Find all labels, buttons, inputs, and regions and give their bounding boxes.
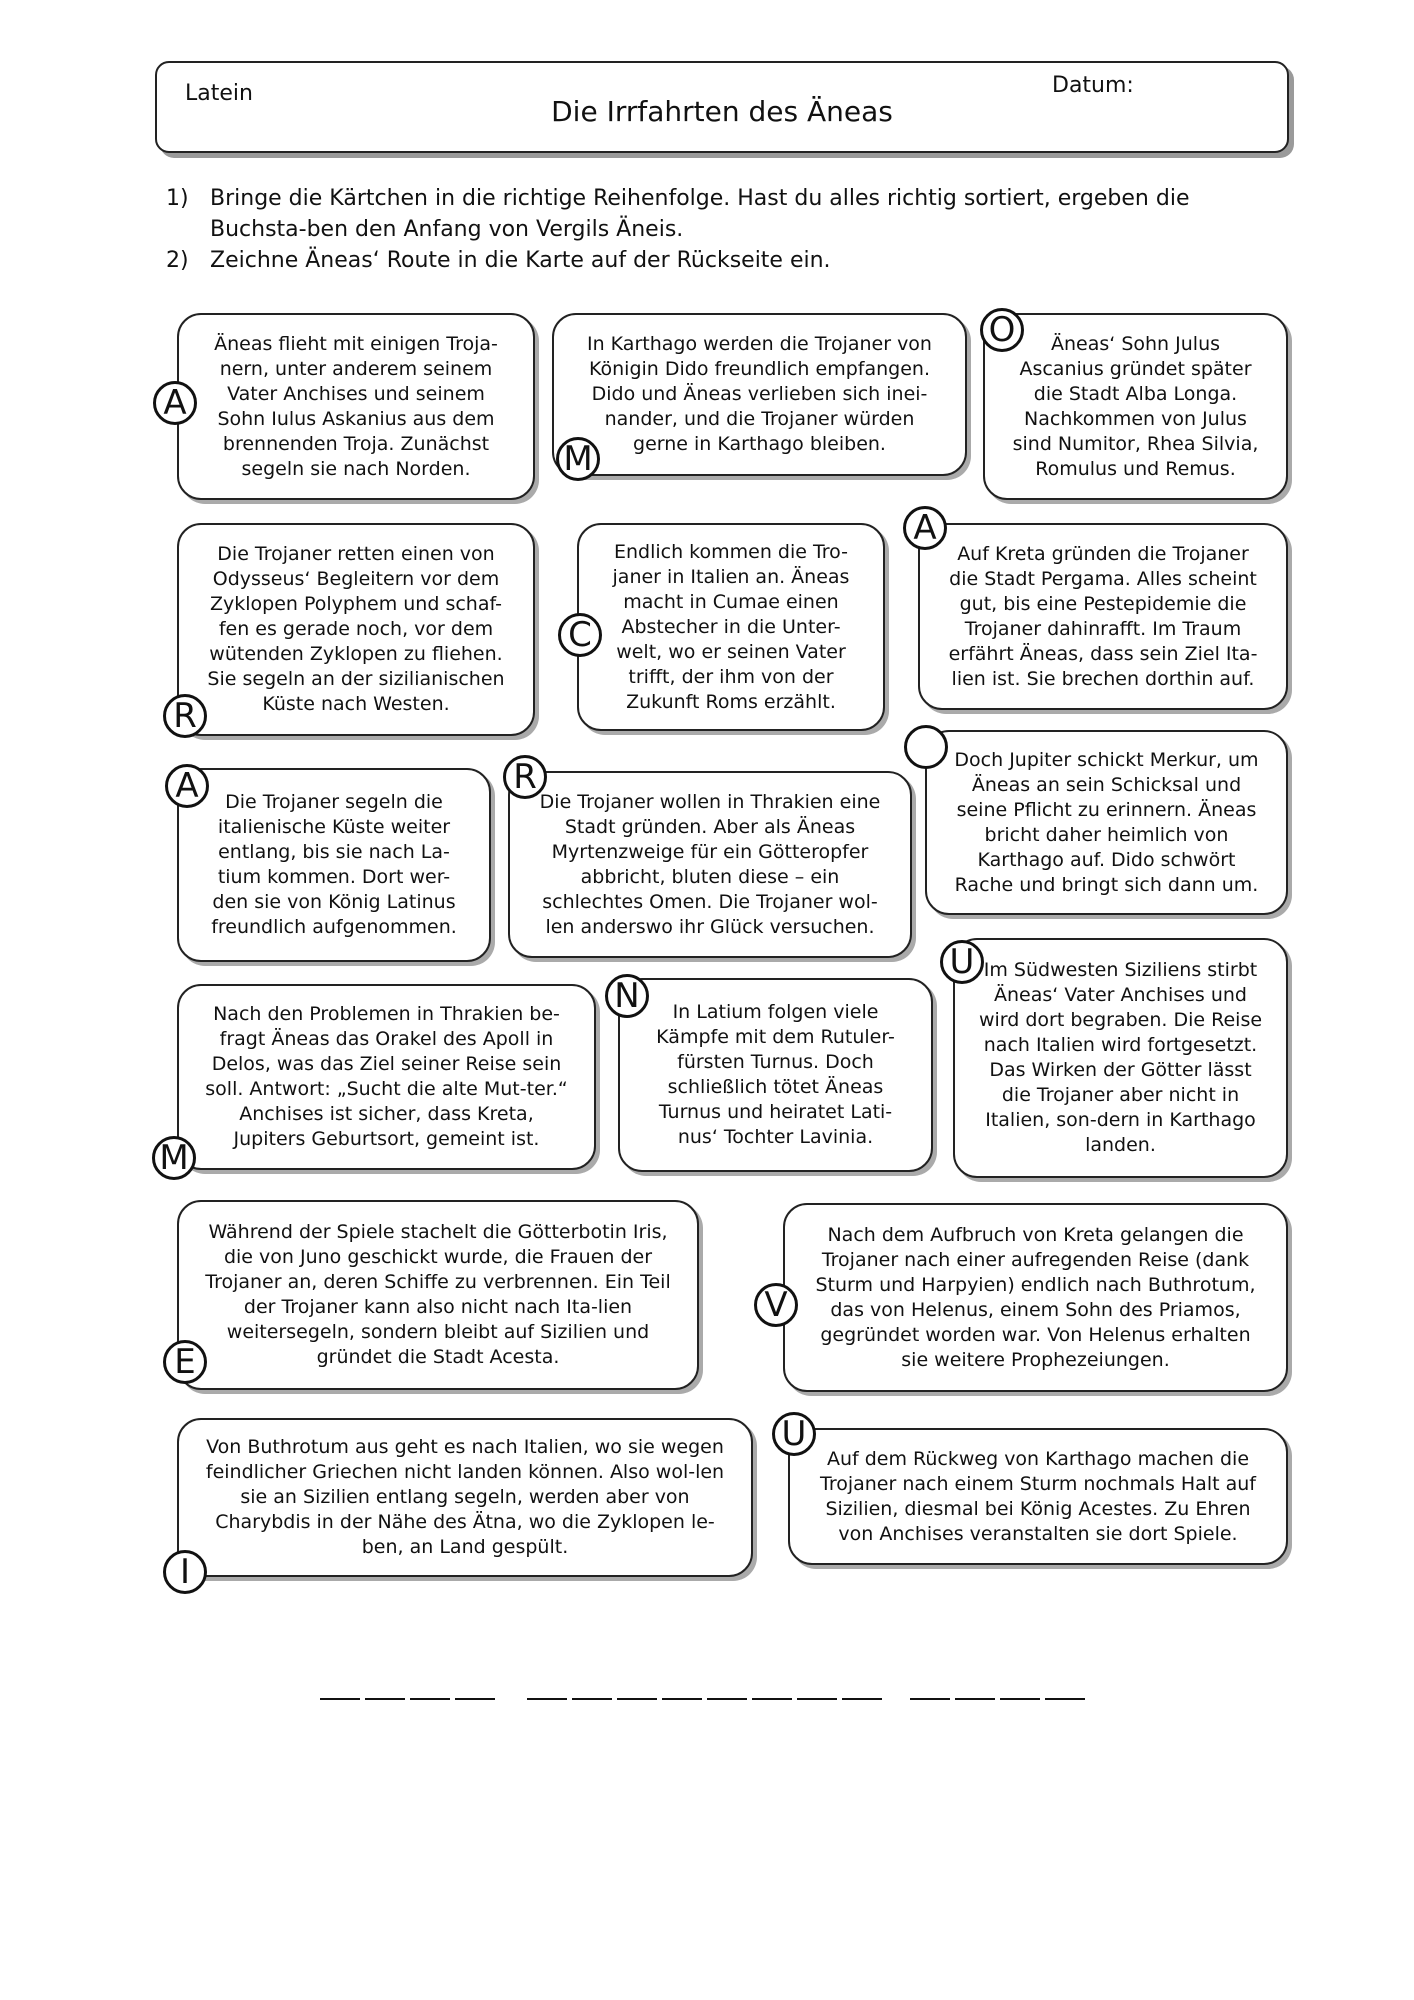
story-card[interactable] — [177, 1200, 699, 1390]
story-card[interactable] — [177, 984, 596, 1170]
card-letter-badge: A — [903, 506, 947, 550]
task-text: Zeichne Äneas‘ Route in die Karte auf der Rückseite ein. — [210, 248, 831, 273]
card-letter-badge: R — [503, 755, 547, 799]
story-card[interactable] — [177, 313, 535, 500]
date-label: Datum: — [1052, 73, 1134, 98]
subject-label: Latein — [185, 81, 253, 106]
page-title: Die Irrfahrten des Äneas — [551, 95, 893, 128]
card-text: Nach den Problemen in Thrakien be-fragt Äneas das Orakel des Apoll in Delos, was das Ziel seiner Reise sein soll. Antwort: „Sucht die alte Mut-ter.“ Anchises ist sicher, dass Kreta, Jupiters Geburtsort, gemeint ist. — [205, 1003, 568, 1150]
worksheet-header — [155, 61, 1289, 153]
card-text: Auf dem Rückweg von Karthago machen die Trojaner nach einem Sturm nochmals Halt auf Sizilien, diesmal bei König Acestes. Zu Ehren von Anchises veranstalten sie dort Spiele. — [820, 1447, 1256, 1545]
card-letter-badge: R — [163, 694, 207, 738]
story-card[interactable] — [177, 768, 491, 962]
card-text: Doch Jupiter schickt Merkur, um Äneas an sein Schicksal und seine Pflicht zu erinnern. Äneas bricht daher heimlich von Karthago auf. Dido schwört Rache und bringt sich dann um. — [954, 748, 1259, 896]
answer-blank[interactable] — [955, 1670, 995, 1700]
answer-blank[interactable] — [707, 1670, 747, 1700]
answer-blank[interactable] — [797, 1670, 837, 1700]
card-letter-badge: O — [980, 308, 1024, 352]
story-card[interactable] — [925, 730, 1288, 915]
card-text: Nach dem Aufbruch von Kreta gelangen die Trojaner nach einer aufregenden Reise (dank Sturm und Harpyien) endlich nach Buthrotum, das von Helenus, einem Sohn des Priamos, gegründet worden war. Von Helenus erhalten sie weitere Prophezeiungen. — [815, 1223, 1256, 1371]
card-text: In Latium folgen viele Kämpfe mit dem Rutuler-fürsten Turnus. Doch schließlich tötet Äneas Turnus und heiratet Lati-nus‘ Tochter Lavinia. — [656, 1001, 895, 1148]
card-text: Äneas flieht mit einigen Troja-nern, unter anderem seinem Vater Anchises und seinem Sohn Iulus Askanius aus dem brennenden Troja. Zunächst segeln sie nach Norden. — [214, 332, 498, 480]
story-card[interactable] — [177, 523, 535, 736]
card-text: Im Südwesten Siziliens stirbt Äneas‘ Vater Anchises und wird dort begraben. Die Reise nach Italien wird fortgesetzt. Das Wirken der Götter lässt die Trojaner aber nicht in Italien, son-dern in Karthago landen. — [978, 959, 1263, 1156]
task-list — [166, 183, 1276, 276]
card-text: Die Trojaner segeln die italienische Küste weiter entlang, bis sie nach La-tium kommen. Dort wer-den sie von König Latinus freundlich aufgenommen. — [211, 791, 457, 938]
card-letter-badge — [904, 725, 948, 769]
card-letter-badge: E — [163, 1340, 207, 1384]
answer-word-1[interactable] — [320, 1670, 500, 1700]
card-letter-badge: M — [556, 437, 600, 481]
task-number: 2) — [166, 248, 189, 273]
answer-blank[interactable] — [617, 1670, 657, 1700]
story-card[interactable] — [783, 1203, 1288, 1392]
story-card[interactable] — [177, 1418, 753, 1577]
story-card[interactable] — [953, 938, 1288, 1178]
card-letter-badge: U — [772, 1412, 816, 1456]
answer-blank[interactable] — [320, 1670, 360, 1700]
card-letter-badge: A — [165, 764, 209, 808]
answer-word-3[interactable] — [910, 1670, 1090, 1700]
answer-blank[interactable] — [455, 1670, 495, 1700]
card-letter-badge: N — [605, 974, 649, 1018]
story-card[interactable] — [918, 523, 1288, 710]
story-card[interactable] — [618, 978, 933, 1172]
answer-blank[interactable] — [662, 1670, 702, 1700]
card-text: In Karthago werden die Trojaner von Königin Dido freundlich empfangen. Dido und Äneas verlieben sich inei-nander, und die Trojaner würden gerne in Karthago bleiben. — [587, 333, 932, 455]
answer-blank[interactable] — [842, 1670, 882, 1700]
answer-blank[interactable] — [910, 1670, 950, 1700]
answer-blank[interactable] — [752, 1670, 792, 1700]
answer-blank[interactable] — [527, 1670, 567, 1700]
story-card[interactable] — [552, 313, 967, 476]
answer-blank[interactable] — [410, 1670, 450, 1700]
answer-blank[interactable] — [572, 1670, 612, 1700]
card-letter-badge: A — [153, 381, 197, 425]
card-text: Endlich kommen die Tro-janer in Italien an. Äneas macht in Cumae einen Abstecher in die Unter-welt, wo er seinen Vater trifft, der ihm von der Zukunft Roms erzählt. — [612, 540, 850, 713]
answer-blank[interactable] — [1045, 1670, 1085, 1700]
card-text: Die Trojaner wollen in Thrakien eine Stadt gründen. Aber als Äneas Myrtenzweige für ein Götteropfer abbricht, bluten diese – ein schlechtes Omen. Die Trojaner wol-len anderswo ihr Glück versuchen. — [539, 790, 881, 938]
card-text: Von Buthrotum aus geht es nach Italien, wo sie wegen feindlicher Griechen nicht landen können. Also wol-len sie an Sizilien entlang segeln, werden aber von Charybdis in der Nähe des Ätna, wo die Zyklopen le-ben, an Land gespült. — [205, 1436, 725, 1558]
card-letter-badge: V — [754, 1283, 798, 1327]
card-text: Äneas‘ Sohn Julus Ascanius gründet später die Stadt Alba Longa. Nachkommen von Julus sind Numitor, Rhea Silvia, Romulus und Remus. — [1012, 332, 1259, 480]
task-item — [166, 245, 1276, 276]
task-number: 1) — [166, 186, 189, 211]
card-text: Auf Kreta gründen die Trojaner die Stadt Pergama. Alles scheint gut, bis eine Pestepidemie die Trojaner dahinrafft. Im Traum erfährt Äneas, dass sein Ziel Ita-lien ist. Sie brechen dorthin auf. — [948, 542, 1258, 690]
story-card[interactable] — [577, 523, 885, 731]
answer-blank[interactable] — [1000, 1670, 1040, 1700]
task-text: Bringe die Kärtchen in die richtige Reihenfolge. Hast du alles richtig sortiert, ergeben die Buchsta-ben den Anfang von Vergils Äneis. — [210, 186, 1190, 242]
card-text: Die Trojaner retten einen von Odysseus‘ Begleitern vor dem Zyklopen Polyphem und schaf-fen es gerade noch, vor dem wütenden Zyklopen zu fliehen. Sie segeln an der sizilianischen Küste nach Westen. — [207, 543, 505, 715]
answer-blank[interactable] — [365, 1670, 405, 1700]
story-card[interactable] — [983, 313, 1288, 500]
story-card[interactable] — [508, 771, 912, 958]
story-card[interactable] — [788, 1428, 1288, 1565]
card-text: Während der Spiele stachelt die Götterbotin Iris, die von Juno geschickt wurde, die Frauen der Trojaner an, deren Schiffe zu verbrennen. Ein Teil der Trojaner kann also nicht nach Ita-lien weitersegeln, sondern bleibt auf Sizilien und gründet die Stadt Acesta. — [205, 1221, 671, 1368]
answer-word-2[interactable] — [527, 1670, 887, 1700]
card-letter-badge: M — [152, 1136, 196, 1180]
task-item — [166, 183, 1276, 245]
card-letter-badge: I — [163, 1550, 207, 1594]
card-letter-badge: C — [558, 613, 602, 657]
card-letter-badge: U — [940, 940, 984, 984]
